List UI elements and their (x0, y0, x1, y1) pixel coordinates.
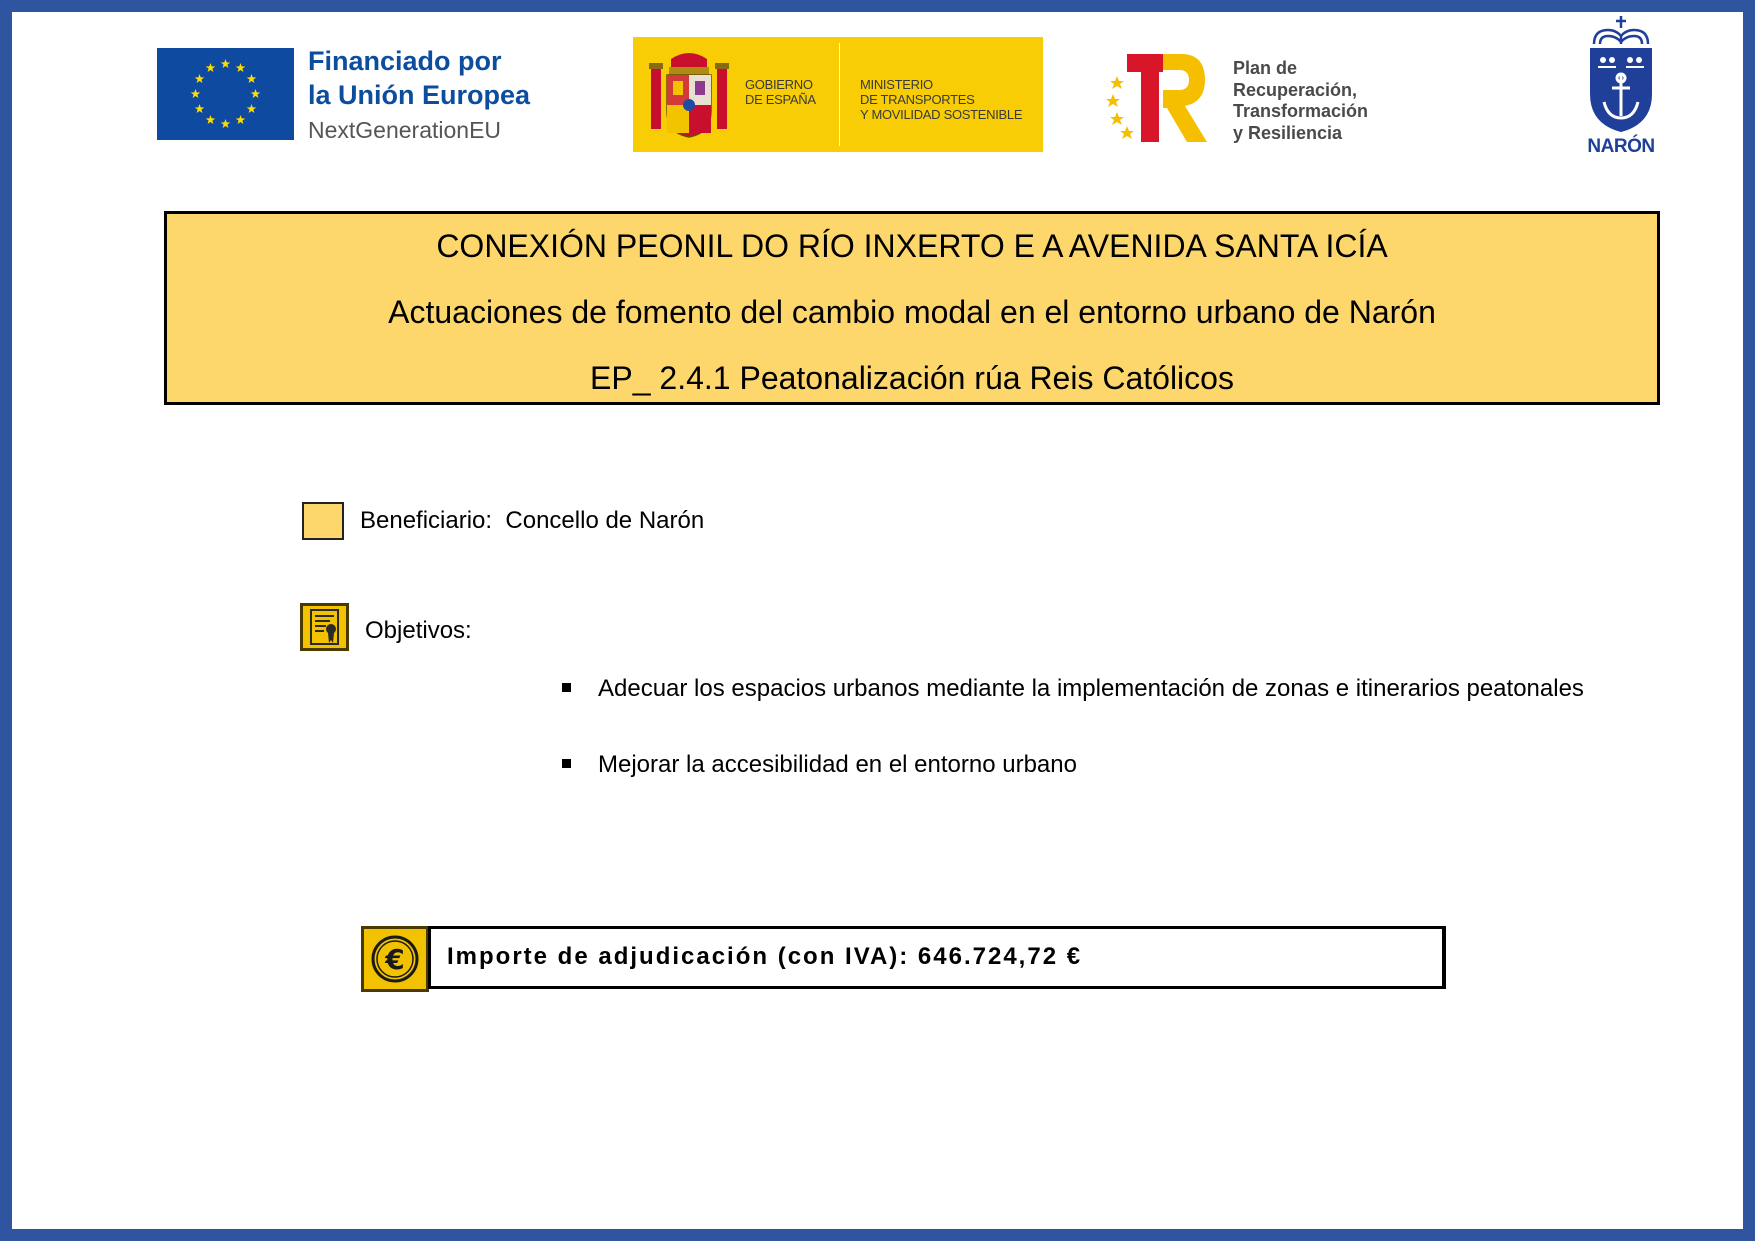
list-item: Adecuar los espacios urbanos mediante la implementación de zonas e itinerarios peatonales (598, 675, 1584, 702)
eu-star-icon (247, 74, 257, 83)
naron-logo (1578, 14, 1664, 156)
gobierno-divider (839, 43, 840, 146)
prtr-logo (1105, 50, 1405, 150)
eu-star-icon (195, 104, 205, 113)
svg-text:€: € (385, 943, 405, 976)
project-subtitle: Actuaciones de fomento del cambio modal en el entorno urbano de Narón (388, 294, 1436, 330)
eu-flag-icon (157, 48, 294, 140)
bullet-marker (562, 759, 571, 768)
eu-star-icon (206, 115, 216, 124)
eu-funding-line1: Financiado por (308, 46, 502, 76)
naron-shield-icon (1586, 14, 1656, 134)
eu-star-icon (195, 74, 205, 83)
importe-text: Importe de adjudicación (con IVA): 646.724,72 € (447, 943, 1083, 970)
tr-logo-icon (1105, 50, 1215, 146)
eu-star-icon (236, 115, 246, 124)
eu-star-icon (206, 63, 216, 72)
document-certificate-icon (300, 603, 349, 651)
euro-coin-icon (361, 926, 429, 992)
gobierno-logo (633, 37, 1043, 152)
eu-star-icon (221, 119, 231, 128)
bullet-marker (562, 683, 571, 692)
eu-star-icon (191, 89, 201, 98)
project-title-box (164, 211, 1660, 405)
ministerio-text: MINISTERIO DE TRANSPORTES Y MOVILIDAD SOSTENIBLE (860, 77, 1023, 122)
list-item: Mejorar la accesibilidad en el entorno urbano (598, 751, 1077, 778)
gobierno-espana-text: GOBIERNO DE ESPAÑA (745, 77, 816, 107)
naron-label: NARÓN (1587, 136, 1655, 157)
eu-star-icon (221, 59, 231, 68)
eu-funding-text (308, 44, 568, 146)
importe-box (428, 926, 1446, 989)
eu-star-icon (251, 89, 261, 98)
project-code: EP_ 2.4.1 Peatonalización rúa Reis Católicos (590, 360, 1234, 396)
eu-star-icon (247, 104, 257, 113)
beneficiario-marker (302, 502, 344, 540)
prtr-text: Plan de Recuperación, Transformación y Resiliencia (1233, 58, 1369, 143)
spain-coat-of-arms-icon (649, 49, 729, 141)
project-title: CONEXIÓN PEONIL DO RÍO INXERTO E A AVENIDA SANTA ICÍA (436, 228, 1388, 264)
objetivos-label: Objetivos: (365, 617, 472, 644)
eu-star-icon (236, 63, 246, 72)
eu-funding-line2: la Unión Europea (308, 80, 531, 110)
beneficiario-text: Beneficiario: Concello de Narón (360, 507, 705, 534)
eu-funding-line3: NextGenerationEU (308, 117, 502, 143)
